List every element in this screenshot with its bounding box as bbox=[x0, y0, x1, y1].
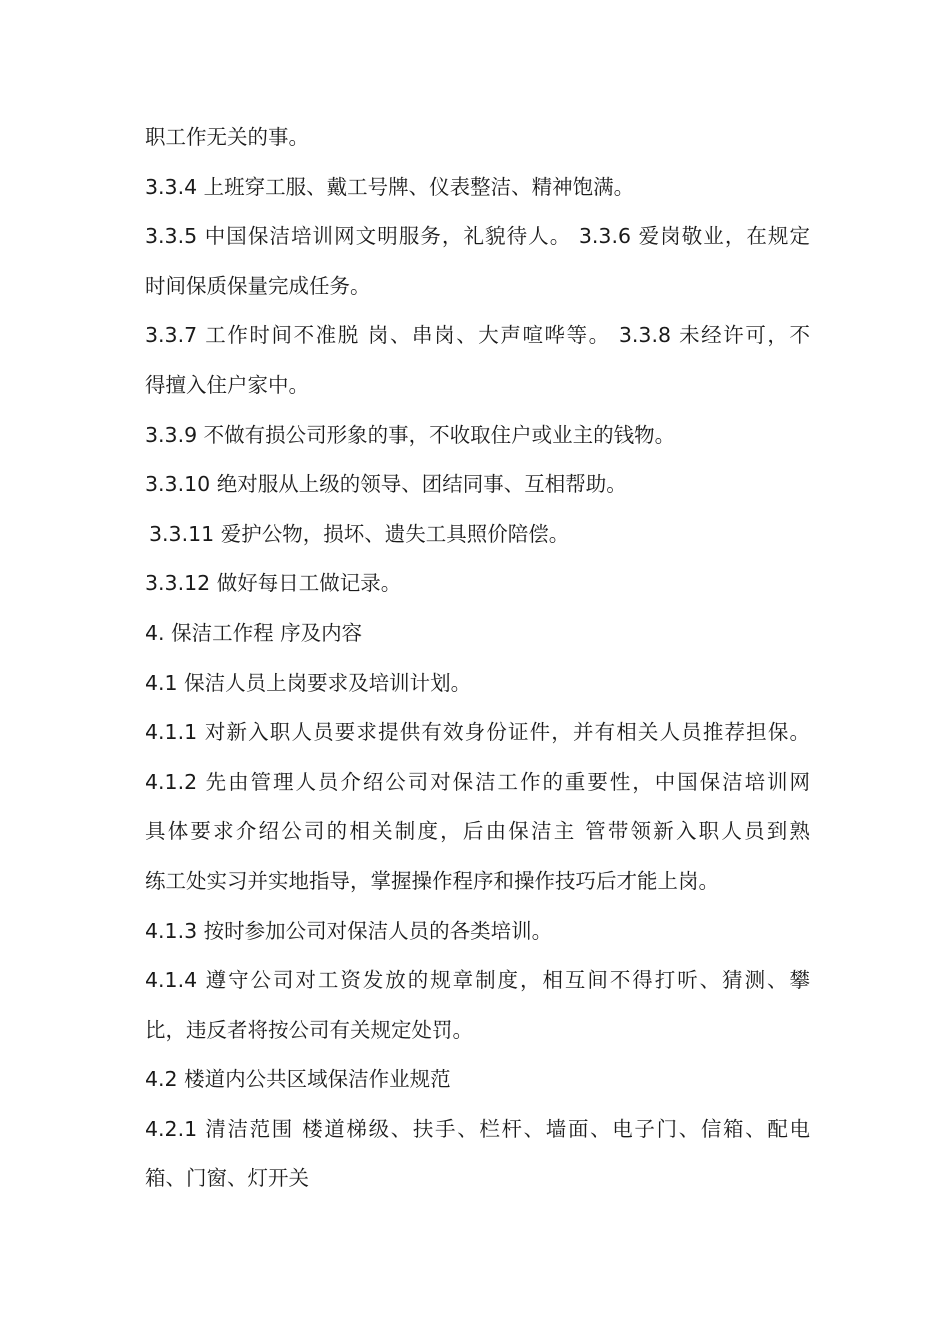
text-line: 3.3.9 不做有损公司形象的事，不收取住户或业主的钱物。 bbox=[145, 422, 676, 447]
text-line: 3.3.10 绝对服从上级的领导、团结同事、互相帮助。 bbox=[145, 472, 627, 497]
text-line: 3.3.4 上班穿工服、戴工号牌、仪表整洁、精神饱满。 bbox=[145, 174, 635, 199]
text-line: 4.2.1 清洁范围 楼道梯级、扶手、栏杆、墙面、电子门、信箱、配电 bbox=[145, 1116, 810, 1141]
text-line: 得擅入住户家中。 bbox=[145, 372, 309, 397]
text-line: 4.1.3 按时参加公司对保洁人员的各类培训。 bbox=[145, 918, 553, 943]
text-line: 4.1.2 先由管理人员介绍公司对保洁工作的重要性，中国保洁培训网 bbox=[145, 769, 810, 794]
text-line: 具体要求介绍公司的相关制度，后由保洁主 管带领新入职人员到熟 bbox=[145, 819, 810, 844]
text-line: 时间保质保量完成任务。 bbox=[145, 273, 371, 298]
text-line: 4. 保洁工作程 序及内容 bbox=[145, 620, 363, 645]
text-line: 3.3.12 做好每日工做记录。 bbox=[145, 571, 402, 596]
text-line: 4.1 保洁人员上岗要求及培训计划。 bbox=[145, 670, 472, 695]
text-line: 箱、门窗、灯开关 bbox=[145, 1166, 309, 1191]
document-body bbox=[145, 113, 810, 1204]
text-line: 4.1.4 遵守公司对工资发放的规章制度，相互间不得打听、猜测、攀 bbox=[145, 968, 810, 993]
text-line: 3.3.11 爱护公物，损坏、遗失工具照价陪偿。 bbox=[149, 521, 570, 546]
text-line: 练工处实习并实地指导，掌握操作程序和操作技巧后才能上岗。 bbox=[145, 868, 719, 893]
text-line: 4.2 楼道内公共区域保洁作业规范 bbox=[145, 1067, 451, 1092]
text-line: 职工作无关的事。 bbox=[145, 125, 309, 149]
text-line: 3.3.5 中国保洁培训网文明服务，礼貌待人。 3.3.6 爱岗敬业，在规定 bbox=[145, 224, 810, 249]
text-line: 4.1.1 对新入职人员要求提供有效身份证件，并有相关人员推荐担保。 bbox=[145, 720, 810, 745]
text-line: 比，违反者将按公司有关规定处罚。 bbox=[145, 1017, 473, 1042]
text-line: 3.3.7 工作时间不准脱 岗、串岗、大声喧哗等。 3.3.8 未经许可，不 bbox=[145, 323, 810, 348]
